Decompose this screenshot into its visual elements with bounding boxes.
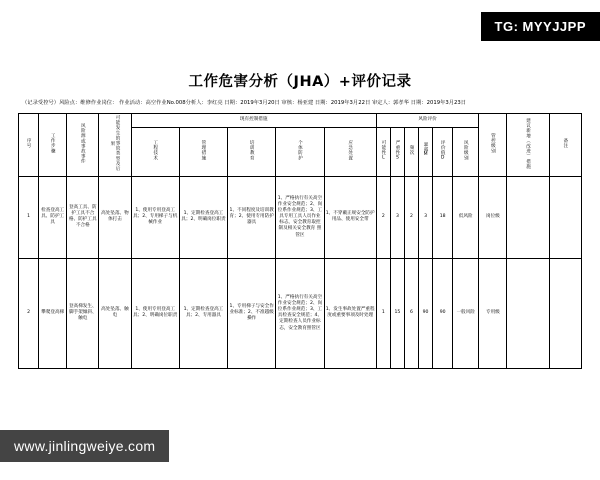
th-step: 工作步骤 — [39, 113, 67, 176]
cell-ppe: 1、严格执行有关高空作业安全规范；2、岗位系作业规范；3、工具专用工具人员作业标志，安全教育取控制及相关安全教育 照管区 — [276, 176, 324, 258]
th-serial: 序号 — [19, 113, 39, 176]
jha-document — [18, 70, 582, 369]
cell-management: 1、定期检查登高工具；2、专用器具 — [179, 258, 227, 368]
cell-severity: 3 — [390, 176, 404, 258]
th-management: 管理措施 — [179, 127, 227, 176]
th-emergency: 应急处置 — [324, 127, 376, 176]
cell-remark — [549, 258, 581, 368]
table-row — [19, 176, 582, 258]
th-training: 培训教育 — [228, 127, 276, 176]
cell-remark — [549, 176, 581, 258]
jha-table — [18, 113, 582, 369]
document-meta-line: （记录受控号）风险点：维修作业岗位： 作业活动：高空作业No.008分析人：李红亮 日期：2019年3月20日 审核：杨亚建 日期：2019年3月22日 审定人：郭孝华 日期：2019年3月23日 — [22, 100, 467, 106]
th-group-controls: 现有控制措施 — [131, 113, 376, 127]
th-severity: 严重性S — [390, 127, 404, 176]
cell-hazard: 登高梯发生、脚手架倾斜、触电 — [67, 258, 99, 368]
cell-frequency: 2 — [404, 176, 418, 258]
th-risk-grade: 风险级别 — [453, 127, 479, 176]
cell-training: 1、专用梯子与安全作业标准；2、不准越级操作 — [228, 258, 276, 368]
cell-suggestion — [507, 176, 549, 258]
cell-management: 1、定期检查登高工具；2、明确岗位职责 — [179, 176, 227, 258]
cell-risk-grade: 低风险 — [453, 176, 479, 258]
cell-severity: 15 — [390, 258, 404, 368]
cell-training: 1、不同程度及培训教育；2、使用专用防护器具 — [228, 176, 276, 258]
cell-serial: 2 — [19, 258, 39, 368]
cell-emergency: 1、发生事故处置严重程度或重要事项及时处理 — [324, 258, 376, 368]
th-likelihood: 可能性L — [376, 127, 390, 176]
cell-consequence: 高处坠落、触电 — [99, 258, 131, 368]
table-header-row-1 — [19, 113, 582, 127]
watermark-banner: www.jinlingweiye.com — [0, 430, 169, 462]
cell-risk-grade: 一般风险 — [453, 258, 479, 368]
cell-emergency: 1、不穿戴正规安全防护用品、使用安全带 — [324, 176, 376, 258]
cell-control-level: 专用级 — [479, 258, 507, 368]
cell-frequency: 6 — [404, 258, 418, 368]
page-title: 工作危害分析（JHA）+评价记录 — [188, 74, 412, 90]
cell-control-level: 岗位级 — [479, 176, 507, 258]
cell-serial: 1 — [19, 176, 39, 258]
cell-likelihood: 2 — [376, 176, 390, 258]
cell-hazard: 登高工具、防护工具不合格、防护工具不合格 — [67, 176, 99, 258]
th-hazard: 风险源或事故事件 — [67, 113, 99, 176]
cell-engineering: 1、使用专用登高工具；2、明确岗位职责 — [131, 258, 179, 368]
th-suggestion: 建议新增（改进）措施 — [507, 113, 549, 176]
cell-engineering: 1、使用专用登高工具；2、专用梯子与机械作业 — [131, 176, 179, 258]
th-ppe: 个体防护 — [276, 127, 324, 176]
cell-exposure: 90 — [419, 258, 433, 368]
cell-step: 攀爬登高梯 — [39, 258, 67, 368]
th-engineering: 工程技术 — [131, 127, 179, 176]
th-remark: 备注 — [549, 113, 581, 176]
th-frequency: 频次 — [404, 127, 418, 176]
tag-badge: TG: MYYJJPP — [481, 12, 600, 41]
cell-ppe: 1、严格执行有关高空作业安全规范；2、岗位系作业规范；3、工具检查安全规范；4、定期检查人员作业标志，安全教育照管区 — [276, 258, 324, 368]
th-exposure: 暴露M — [419, 127, 433, 176]
th-value: 评价值D — [433, 127, 453, 176]
th-consequence: 可能发生的事故类型及后果 — [99, 113, 131, 176]
cell-value: 18 — [433, 176, 453, 258]
cell-consequence: 高处坠落、物体打击 — [99, 176, 131, 258]
cell-suggestion — [507, 258, 549, 368]
cell-value: 90 — [433, 258, 453, 368]
cell-likelihood: 1 — [376, 258, 390, 368]
th-group-evaluation: 风险评价 — [376, 113, 478, 127]
table-row — [19, 258, 582, 368]
cell-step: 检查登高工具、防护工具 — [39, 176, 67, 258]
th-control-level: 管控级别 — [479, 113, 507, 176]
cell-exposure: 3 — [419, 176, 433, 258]
